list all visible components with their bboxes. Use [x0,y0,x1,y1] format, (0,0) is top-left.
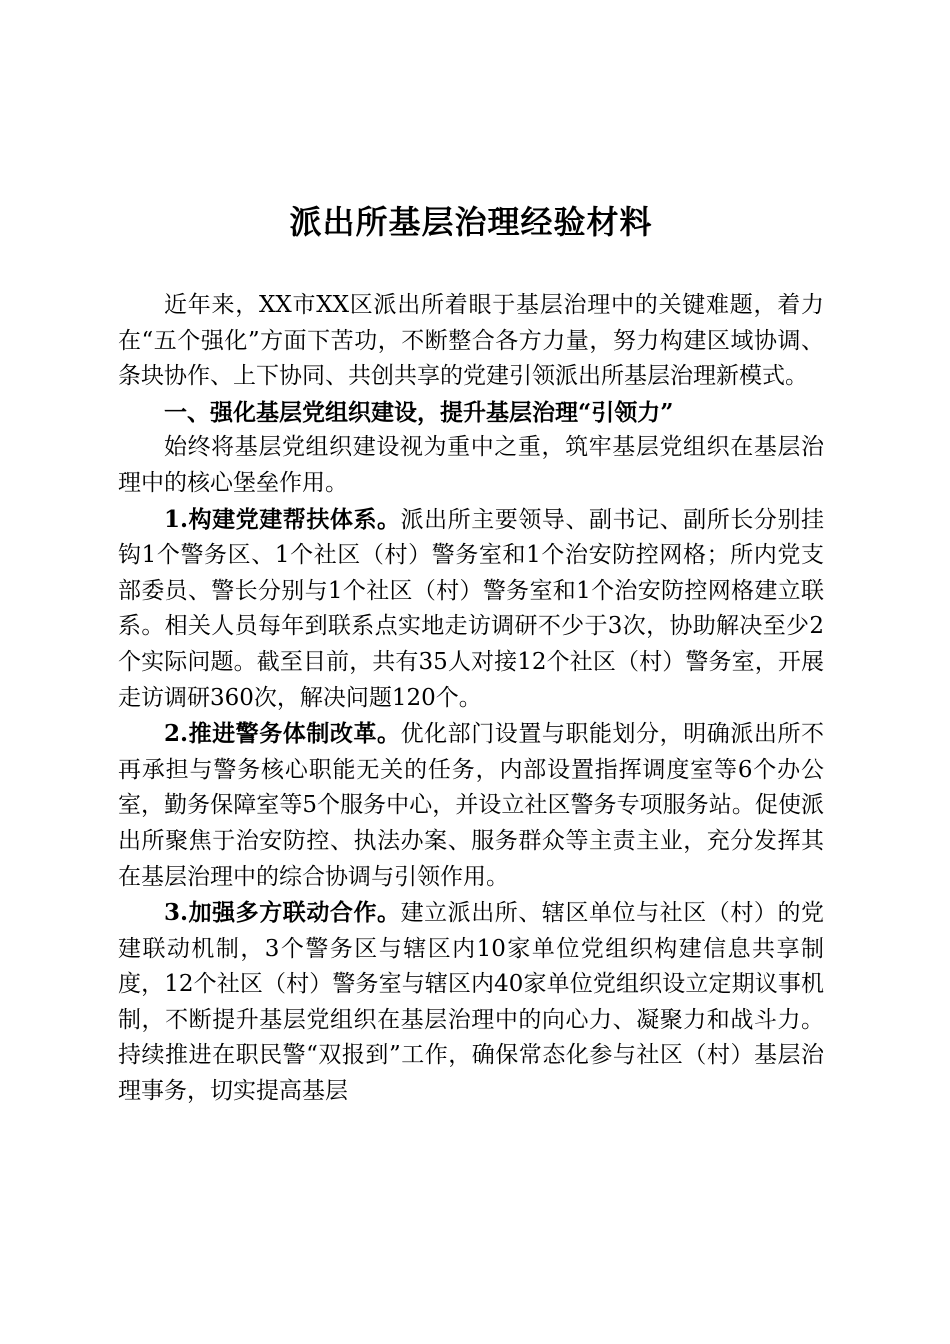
section-intro-paragraph: 始终将基层党组织建设视为重中之重，筑牢基层党组织在基层治理中的核心堡垒作用。 [118,434,824,496]
document-body [118,288,824,1110]
item-lead: 1.构建党建帮扶体系。 [164,505,401,533]
list-item [118,716,824,895]
item-text: 派出所主要领导、副书记、副所长分别挂钩1个警务区、1个社区（村）警务室和1个治安防控网格；所内党支部委员、警长分别与1个社区（村）警务室和1个治安防控网格建立联系。相关人员每年到联系点实地走访调研不少于3次，协助解决至少2个实际问题。截至目前，共有35人对接12个社区（村）警务室，开展走访调研360次，解决问题120个。 [118,506,824,711]
intro-paragraph: 近年来，XX市XX区派出所着眼于基层治理中的关键难题，着力在“五个强化”方面下苦功，不断整合各方力量，努力构建区域协调、条块协作、上下协同、共创共享的党建引领派出所基层治理新模式。 [118,292,824,390]
item-text: 优化部门设置与职能划分，明确派出所不再承担与警务核心职能无关的任务，内部设置指挥调度室等6个办公室，勤务保障室等5个服务中心，并设立社区警务专项服务站。促使派出所聚焦于治安防控、执法办案、服务群众等主责主业，充分发挥其在基层治理中的综合协调与引领作用。 [118,721,824,890]
document-title: 派出所基层治理经验材料 [289,203,653,241]
section-heading: 一、强化基层党组织建设，提升基层治理“引领力” [164,398,674,426]
item-lead: 2.推进警务体制改革。 [164,720,401,748]
list-item [118,895,824,1110]
list-item [118,502,824,717]
item-text: 建立派出所、辖区单位与社区（村）的党建联动机制，3个警务区与辖区内10家单位党组织构建信息共享制度，12个社区（村）警务室与辖区内40家单位党组织设立定期议事机制，不断提升基层党组织在基层治理中的向心力、凝聚力和战斗力。持续推进在职民警“双报到”工作，确保常态化参与社区（村）基层治理事务，切实提高基层 [118,900,824,1105]
item-lead: 3.加强多方联动合作。 [164,899,401,927]
